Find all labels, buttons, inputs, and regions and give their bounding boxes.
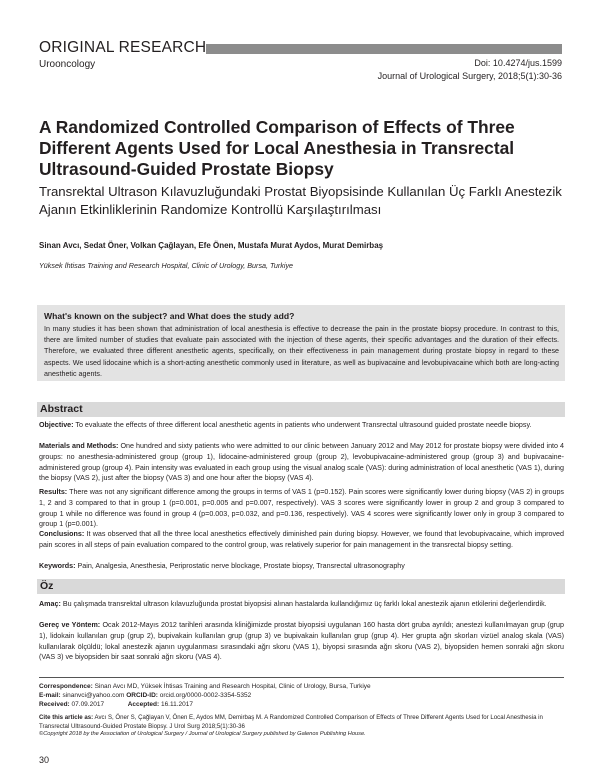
abstract-keywords [39,561,564,572]
abstract-heading-bar [37,402,565,417]
author-list: Sinan Avcı, Sedat Öner, Volkan Çağlayan, Efe Önen, Mustafa Murat Aydos, Murat Demirbaş [39,241,384,250]
email-link[interactable]: sinanvci@yahoo.com [62,692,125,699]
oz-heading-bar [37,579,565,594]
oz-amac [39,599,564,610]
results-label: Results: [39,488,68,496]
keywords-text: Pain, Analgesia, Anesthesia, Periprostatic nerve blockage, Prostate biopsy, Transrectal ultrasonography [77,562,405,570]
methods-label: Materials and Methods: [39,442,119,450]
amac-text: Bu çalışmada transrektal ultrason kılavuzluğunda prostat biyopsisi alınan hastalarda kullandığımız üç farklı lokal anestezik ajanın etkilerini değerlendirdik. [62,600,547,608]
page-number: 30 [39,755,50,765]
objective-text: To evaluate the effects of three different local anesthetic agents in patients who underwent Transrectal ultrasound guided prostate needle biopsy. [75,421,532,429]
results-text: There was not any significant difference among the groups in terms of VAS 1 (p=0.152). Pain scores were significantly lower during biopsy (VAS 2) in groups 1, 2 and 3 compared to that in group 1 (p=0.001, p=0.005 and p=0.007, respectively). VAS 3 scores were significantly lower in group 2 and group 3 compared to group 1 while no difference was found in group 4 (p=0.003, p=0.032, and p=0.136, respectively). VAS 4 scores were significantly lower only in group 3 compared to group 1 (p=0.001). [39,488,565,529]
amac-label: Amaç: [39,600,61,608]
section-label: ORIGINAL RESEARCH [39,39,207,56]
orcid-label: ORCID-ID: [126,692,158,699]
doi[interactable]: Doi: 10.4274/jus.1599 [474,58,562,68]
journal-reference: Journal of Urological Surgery, 2018;5(1):30-36 [377,71,562,81]
correspondence-label: Correspondence: [39,683,93,690]
article-title: A Randomized Controlled Comparison of Effects of Three Different Agents Used for Local Anesthesia in Transrectal Ultrasound-Guided Prostate Biopsy [39,117,515,179]
abstract-results [39,487,564,530]
keywords-label: Keywords: [39,562,76,570]
known-subject-text: In many studies it has been shown that administration of local anesthesia is effective to decrease the pain in the prostate biopsy procedure. In contrast to this, there are limited number of studies that evaluate pain associated with the injection of these agents, their specific advantages and the duration of their effects. Therefore, we evaluated three different anesthetic agents, specifically, on their effectiveness in pain management during prostate biopsy in regard to these aspects. We used lidocaine which is a short-acting anesthetic commonly used in literature, as well as bupivacaine and levobupivacaine which both are long-acting anesthetic agents. [44,325,559,378]
correspondence-line [39,682,564,691]
article-title-turkish: Transrektal Ultrason Kılavuzluğundaki Prostat Biyopsisinde Kullanılan Üç Farklı Anestezik Ajanın Etkinliklerinin Randomize Kontrollü Karşılaştırılması [39,184,562,217]
abstract-methods [39,441,564,484]
oz-gerec-yontem [39,620,564,663]
abstract-objective [39,420,564,431]
gerec-text: Ocak 2012-Mayıs 2012 tarihleri arasında kliniğimizde prostat biyopsisi uygulanan 160 hasta dört gruba ayrıldı; anestezi kullanılmayan grup (grup 1), lidokain kullanılan grup (grup 2), bupivakain kullanılan grup (grup 3) ve bupivakain kullanılan grup (grup 4). Her grupta ağrı skorları vizüel analog skala (VAS) kullanılarak ölçüldü; lokal anestezik ajanın uygulanması sırasındaki ağrı skoru (VAS 1), biyopsi sırasında ağrı skoru (VAS 2), biyopsiden hemen sonraki ağrı skoru (VAS 3) ve biyopsiden bir saat sonraki ağrı skoru (VAS 4). [39,621,565,662]
orcid-link[interactable]: orcid.org/0000-0002-3354-5352 [159,692,252,699]
abstract-heading: Abstract [40,403,83,415]
methods-text: One hundred and sixty patients who were admitted to our clinic between January 2012 and May 2012 for prostate biopsy were divided into 4 groups: no anesthesia-administered group (group 1), lidocaine-administered group (group 2), levobupivacaine-administered group (group 3) and bupivacaine-administered group (group 4). Pain intensity was evaluated in each group using the visual analog scale (VAS): during administration of local anesthetic (VAS 1), during the biopsy (VAS 2), just after the biopsy (VAS 3) and one hour after the biopsy (VAS 4). [39,442,564,483]
abstract-conclusions [39,529,564,551]
oz-heading: Öz [40,580,54,592]
category-label: Urooncology [39,59,96,70]
conclusions-label: Conclusions: [39,530,85,538]
objective-label: Objective: [39,421,74,429]
dates-line [39,700,564,709]
accepted-label: Accepted: [127,701,160,708]
gerec-label: Gereç ve Yöntem: [39,621,101,629]
conclusions-text: It was observed that all the three local anesthetics effectively diminished pain during biopsy. However, we found that levobupivacaine, which improved pain scores in all steps of pain evaluation compared to the control group, was relatively superior for pain management in the transrectal biopsy setting. [39,530,565,549]
footer-divider [39,677,564,678]
received-label: Received: [39,701,70,708]
received-date: 07.09.2017 [71,701,105,708]
contact-line [39,691,564,700]
citation [39,714,564,732]
copyright-notice: ©Copyright 2018 by the Association of Urological Surgery / Journal of Urological Surgery published by Galenos Publishing House. [39,731,366,737]
accepted-date: 16.11.2017 [160,701,194,708]
affiliation: Yüksek İhtisas Training and Research Hospital, Clinic of Urology, Bursa, Turkiye [39,261,294,270]
header-bar [206,44,562,54]
cite-text: Avcı S, Öner S, Çağlayan V, Önen E, Aydos MM, Demirbaş M. A Randomized Controlled Comparison of Effects of Three Different Agents Used for Local Anesthesia in Transrectal Ultrasound-Guided Prostate Biopsy. J Urol Surg 2018;5(1):30-36 [39,714,543,730]
email-label: E-mail: [39,692,61,699]
cite-label: Cite this article as: [39,714,94,721]
correspondence-text: Sinan Avcı MD, Yüksek İhtisas Training and Research Hospital, Clinic of Urology, Bursa, Turkiye [94,683,371,690]
known-subject-title: What's known on the subject? and What does the study add? [44,311,295,321]
